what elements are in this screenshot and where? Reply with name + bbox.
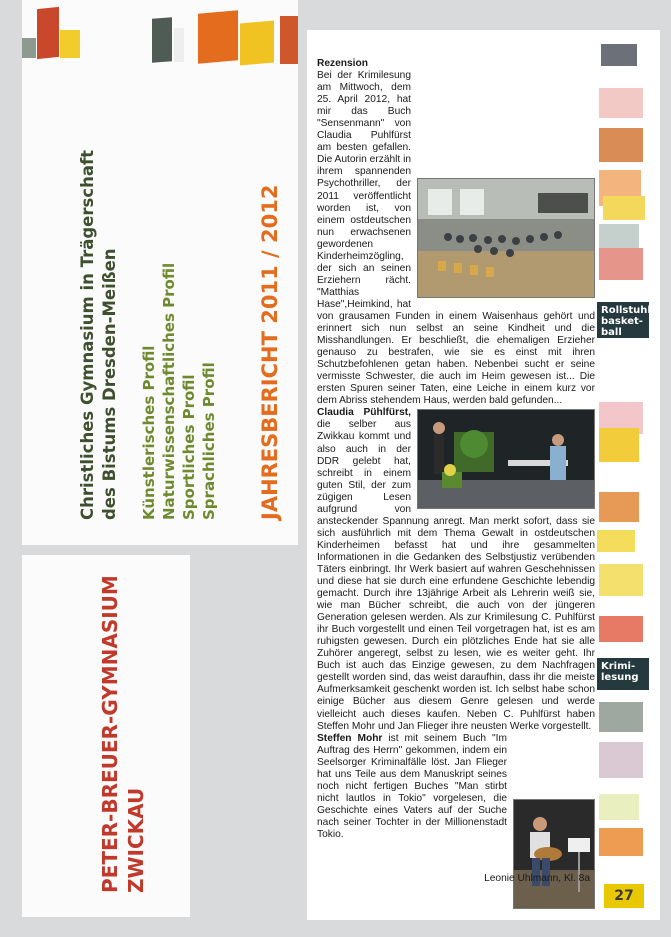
report-title: JAHRESBERICHT 2011 / 2012 [258, 184, 282, 520]
profile-sport: Sportliches Profil [180, 374, 198, 520]
paragraph-2-text: die selber aus Zwikkau kommt und also auch in der DDR gelebt hat, schreibt in einem guten Stil, der zum zügigen Lesen aufgrund von ansteckender Spannung anregt. Man merkt sofort, dass sie sich ausführlich mit dem Thema Gewalt in ostdeutschen Kinderheimen befasst hat und ihre gesammelten Informationen in die Gedanken des Selbstjustiz verübenden Täters einbringt. Ihr Werk basiert auf wahren Geschehnissen und diese hat sie durch eine erfundene Geschichte lebendig gemacht. Durch ihre 13jährige Arbeit als Lehrerin weiß sie, wie man Bücher schreibt, die auch von der jüngeren Generation gelesen werden. Als zur Krimilesung C. Puhlfürst ihr Buch vorgestellt und einen Teil vorgetragen hat, ist es am ruhigsten gewesen. Durch ein plötzliches Ende hat sie alle Zuhörer angeregt, selbst zu lesen, wie es weiter geht. Ihr Buch ist auch das Einzige gewesen, zu dem Nachfragen gestellt worden sind, das weist daraufhin, dass ihr die meiste Aufmerksamkeit geschenkt worden ist. Ich selbst habe schon einige Bücher aus diesem Genre gelesen und werde vielleicht auch dieses kaufen. Neben C. Puhlfürst haben Steffen Mohr und Jan Flieger ihre neusten Werke vorgestellt. [317, 419, 595, 732]
swatch-yellow [60, 30, 80, 58]
side-tab-label: Rollstuhl-basket-ball [601, 305, 655, 338]
side-tab-wheelchair-basketball [597, 302, 655, 338]
cover-upper [22, 0, 298, 545]
side-tab-crime-reading [597, 658, 649, 690]
author-name: Claudia Pühlfürst, [317, 407, 411, 419]
reading-stage-image [418, 410, 594, 508]
photo-audience [417, 178, 595, 298]
author-name-2: Steffen Mohr [317, 732, 383, 744]
article-heading: Rezension [317, 58, 368, 69]
school-name-line2: ZWICKAU [124, 787, 148, 893]
school-line1: Christliches Gymnasium in Trägerschaft [78, 149, 97, 520]
school-line2: des Bistums Dresden-Meißen [100, 248, 119, 520]
paragraph-3-text: ist mit seinem Buch "Im Auftrag des Herrn" gekommen, indem ein Seelsorger Kriminalfälle löst. Jan Flieger hat uns Teile aus dem Manuskript seines noch nicht fertigen Buches "Man stirbt nicht lautlos in Tokio" vorgelesen, die Geschichte eines Vaters auf der Suche nach seiner Tochter in der Millionenstadt Tokio. [317, 732, 507, 840]
swatch-red-2 [280, 16, 298, 64]
swatch-yellow-2 [240, 21, 274, 66]
photo-guitarist [513, 799, 595, 909]
article-body [317, 58, 595, 911]
swatch-red [37, 7, 59, 59]
article-signature: Leonie Uhlmann, Kl. 8a [484, 873, 590, 884]
school-name-line1: PETER-BREUER-GYMNASIUM [98, 575, 122, 893]
photo-reading [417, 409, 595, 509]
page-number: 27 [604, 884, 644, 908]
profile-art: Künstlerisches Profil [140, 345, 158, 520]
profile-language: Sprachliches Profil [200, 362, 218, 520]
side-swatches [597, 30, 649, 890]
audience-hall-image [418, 179, 594, 297]
side-tab-label: Krimi-lesung [601, 661, 639, 683]
swatch-gray [22, 38, 36, 58]
swatch-dark [152, 17, 172, 62]
swatch-white [174, 28, 184, 62]
swatch-orange [198, 10, 238, 63]
article-page [307, 30, 660, 920]
guitarist-image [514, 800, 594, 908]
cover-lower [22, 555, 190, 917]
profile-science: Naturwissenschaftliches Profil [160, 262, 178, 520]
article-paragraph-1: Bei der Krimilesung am Mittwoch, dem 25. April 2012, hat mir das Buch "Sensenmann" von Claudia Puhlfürst am besten gefallen. Die Autorin erzählt in ihrem spannenden Psychothriller, der 2011 veröffentlicht worden ist, von einem ostdeutschen nun erwachsenen gewordenen Kinderheimzögling, der sich an seinen Erziehern rächt. "Matthias Hase",Heimkind, hat von grausamen Funden in einem Waisenhaus gehört und erinnert sich nun selbst an seine Kindheit und die Misshandlungen. Er beschließt, die ehemaligen Erzieher genauso zu bestrafen, wie sie es einst mit ihren Schutzbefohlenen getan haben. Nebenbei sucht er seine vermisste Schwester, die auch im Heim gewesen ist... Die ersten Spuren seiner Taten, eine Leiche in einem kurz vor dem Abriss stehendem Haus, werden bald gefunden... [317, 70, 595, 407]
